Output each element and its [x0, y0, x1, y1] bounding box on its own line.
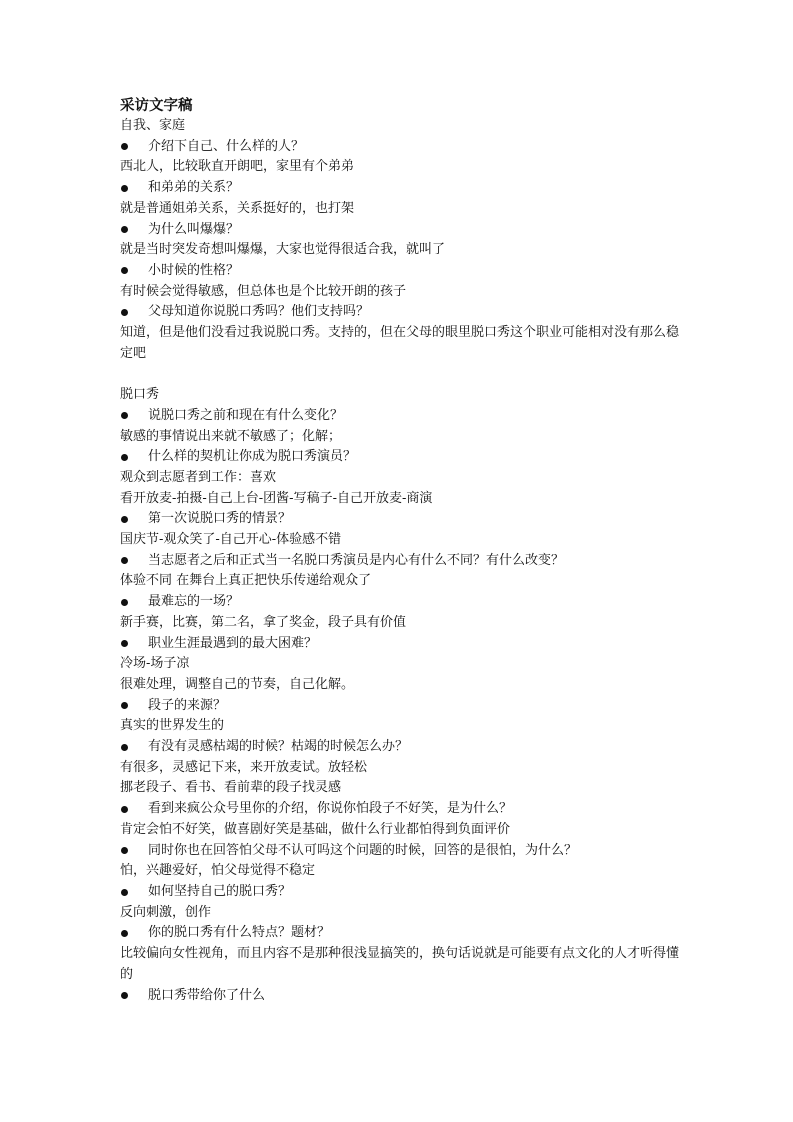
bullet-icon: [120, 447, 148, 468]
question-item: [120, 551, 680, 572]
bullet-icon: [120, 923, 148, 944]
bullet-icon: [120, 137, 148, 158]
question-item: [120, 882, 680, 903]
bullet-icon: [120, 406, 148, 427]
section-heading: 自我、家庭: [120, 118, 186, 133]
answer-text: 真实的世界发生的: [120, 718, 225, 734]
question-item: [120, 592, 680, 613]
question-item: [120, 841, 680, 862]
bullet-icon: [120, 882, 148, 903]
blank-line: [120, 364, 680, 385]
question-text: 当志愿者之后和正式当一名脱口秀演员是内心有什么不同？有什么改变？: [148, 552, 565, 568]
answer-text: 有时候会觉得敏感，但总体也是个比较开朗的孩子: [120, 283, 407, 299]
bullet-icon: [120, 841, 148, 862]
question-text: 父母知道你说脱口秀吗？他们支持吗？: [148, 304, 370, 320]
answer-text: 就是普通姐弟关系，关系挺好的，也打架: [120, 200, 355, 216]
bullet-icon: [120, 509, 148, 530]
answer-text: 体验不同 在舞台上真正把快乐传递给观众了: [120, 573, 372, 589]
question-text: 有没有灵感枯竭的时候？枯竭的时候怎么办？: [148, 739, 409, 755]
question-item: [120, 137, 680, 158]
bullet-icon: [120, 986, 148, 1007]
answer-text: 很难处理，调整自己的节奏，自己化解。: [120, 676, 355, 692]
question-text: 说脱口秀之前和现在有什么变化？: [148, 407, 344, 423]
answer-text: 知道，但是他们没看过我说脱口秀。支持的，但在父母的眼里脱口秀这个职业可能相对没有那么稳定吧: [120, 325, 680, 361]
document-body: [120, 116, 680, 1006]
question-item: [120, 509, 680, 530]
bullet-icon: [120, 178, 148, 199]
answer-text: 反向刺激，创作: [120, 904, 212, 920]
answer-text: 国庆节-观众笑了-自己开心-体验感不错: [120, 532, 342, 548]
question-item: [120, 634, 680, 655]
answer-text: 肯定会怕不好笑，做喜剧好笑是基础，做什么行业都怕得到负面评价: [120, 821, 511, 837]
question-text: 职业生涯最遇到的最大困难？: [148, 635, 318, 651]
answer-text: 怕，兴趣爱好，怕父母觉得不稳定: [120, 863, 316, 879]
question-text: 你的脱口秀有什么特点？题材？: [148, 925, 331, 941]
answer-text: 新手赛，比赛，第二名，拿了奖金，段子具有价值: [120, 614, 407, 630]
question-text: 最难忘的一场？: [148, 594, 240, 610]
bullet-icon: [120, 737, 148, 758]
question-text: 和弟弟的关系？: [148, 180, 240, 196]
question-item: [120, 406, 680, 427]
document-title: 采访文字稿: [120, 98, 193, 114]
bullet-icon: [120, 634, 148, 655]
question-text: 介绍下自己、什么样的人？: [148, 138, 305, 154]
question-text: 同时你也在回答怕父母不认可吗这个问题的时候，回答的是很怕，为什么？: [148, 842, 578, 858]
answer-text: 挪老段子、看书、看前辈的段子找灵感: [120, 780, 342, 796]
question-item: [120, 737, 680, 758]
bullet-icon: [120, 220, 148, 241]
question-text: 看到来疯公众号里你的介绍，你说你怕段子不好笑，是为什么？: [148, 801, 513, 817]
document-page: [120, 96, 680, 1006]
answer-text: 西北人，比较耿直开朗吧，家里有个弟弟: [120, 159, 355, 175]
bullet-icon: [120, 592, 148, 613]
answer-text: 比较偏向女性视角，而且内容不是那种很浅显搞笑的，换句话说就是可能要有点文化的人才听得懂的: [120, 946, 680, 982]
question-text: 第一次说脱口秀的情景？: [148, 511, 292, 527]
answer-text: 观众到志愿者到工作：喜欢: [120, 469, 277, 485]
question-item: [120, 923, 680, 944]
question-item: [120, 178, 680, 199]
answer-text: 敏感的事情说出来就不敏感了；化解；: [120, 428, 342, 444]
question-item: [120, 696, 680, 717]
question-item: [120, 220, 680, 241]
question-item: [120, 302, 680, 323]
question-item: [120, 447, 680, 468]
question-text: 为什么叫爆爆？: [148, 221, 240, 237]
section-heading: 脱口秀: [120, 387, 160, 403]
question-text: 什么样的契机让你成为脱口秀演员？: [148, 449, 357, 465]
question-item: [120, 261, 680, 282]
question-text: 段子的来源？: [148, 697, 227, 713]
answer-text: 看开放麦-拍摄-自己上台-团酱-写稿子-自己开放麦-商演: [120, 490, 433, 506]
bullet-icon: [120, 551, 148, 572]
question-item: [120, 799, 680, 820]
bullet-icon: [120, 799, 148, 820]
question-text: 小时候的性格？: [148, 262, 240, 278]
answer-text: 就是当时突发奇想叫爆爆，大家也觉得很适合我，就叫了: [120, 242, 446, 258]
bullet-icon: [120, 302, 148, 323]
question-item: [120, 986, 680, 1007]
question-text: 脱口秀带给你了什么: [148, 987, 266, 1003]
answer-text: 冷场-场子凉: [120, 656, 190, 672]
answer-text: 有很多，灵感记下来，来开放麦试。放轻松: [120, 759, 368, 775]
question-text: 如何坚持自己的脱口秀？: [148, 884, 292, 899]
bullet-icon: [120, 261, 148, 282]
bullet-icon: [120, 696, 148, 717]
